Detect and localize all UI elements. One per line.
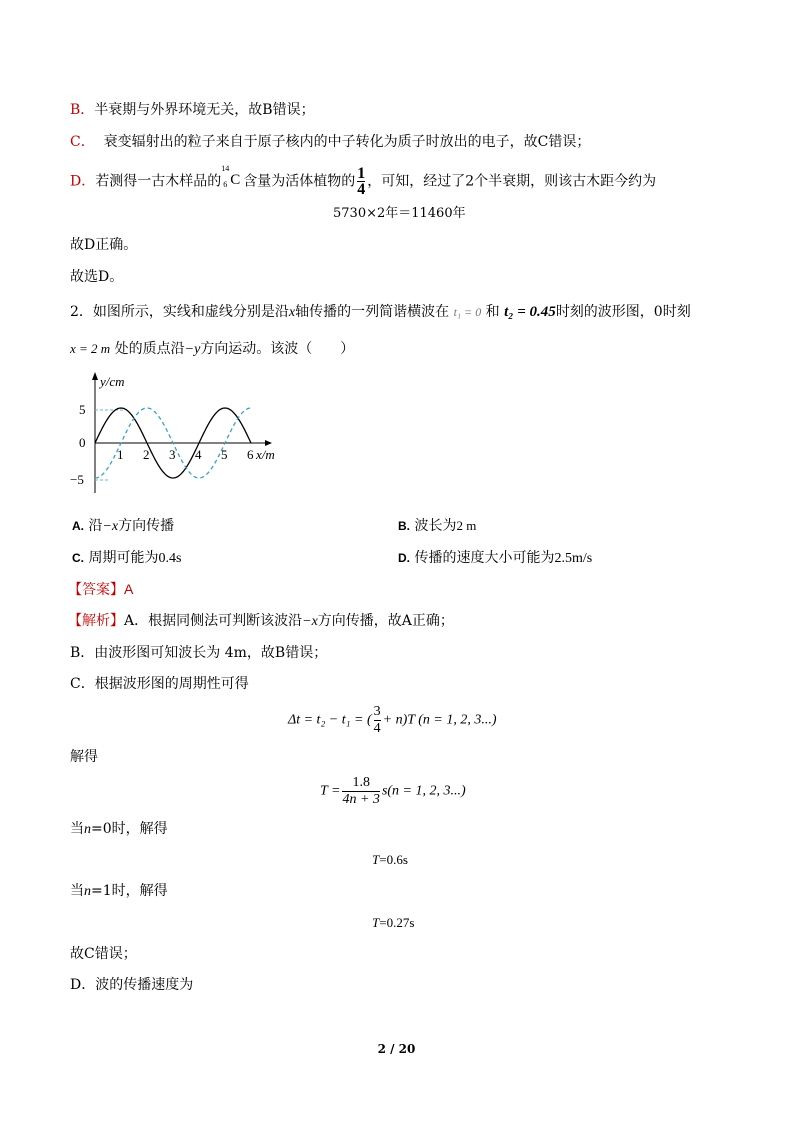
analysis-line-a	[68, 612, 454, 631]
x-tick-label: 2	[143, 447, 150, 462]
calculation-line: 5730×2年＝11460年	[333, 206, 466, 221]
text-segment: A．根据同侧法可判断该波沿	[124, 613, 303, 629]
fraction-denominator: 4	[357, 181, 366, 198]
answer-label: 【答案】	[68, 582, 124, 598]
fraction-denominator: 4n + 3	[342, 792, 380, 807]
x-tick-labels	[117, 447, 254, 462]
x-tick-label: 5	[221, 447, 228, 462]
time-t2: t₂ = 0.45	[504, 304, 556, 320]
direction-expression: −y	[184, 342, 201, 357]
option-d-explanation	[70, 163, 657, 198]
option-text: 半衰期与外界环境无关，故B错误；	[94, 102, 315, 118]
option-prefix: B．	[70, 102, 95, 118]
option-text: 周期可能为	[88, 550, 159, 566]
text-segment: 方向运动。该波（ ）	[200, 341, 355, 357]
equation-delta-t	[288, 704, 497, 734]
option-letter: D.	[398, 551, 410, 565]
y-tick-5: 5	[79, 402, 86, 417]
isotope-notation	[221, 163, 243, 192]
case-n0	[70, 820, 168, 839]
isotope-symbol: C	[230, 171, 241, 188]
variable-n: n	[84, 884, 91, 899]
text-segment: =1时，解得	[91, 883, 168, 899]
answer-value: A	[124, 581, 134, 597]
fraction	[357, 166, 365, 197]
option-letter: C.	[72, 551, 84, 565]
result-value: =0.6s	[379, 852, 408, 867]
conclusion-line: 故D正确。	[70, 237, 138, 253]
y-axis-label: y/cm	[100, 374, 125, 389]
time-t1: t₁ = 0	[453, 305, 482, 319]
analysis-conclusion-c: 故C错误；	[70, 946, 137, 962]
option-value: 0.4s	[158, 551, 182, 566]
x-axis-arrow	[265, 440, 272, 446]
option-b-explanation	[70, 101, 315, 119]
variable-t: T	[372, 852, 380, 867]
x-tick-label: 3	[169, 447, 176, 462]
equation-period	[320, 775, 466, 807]
analysis-line-c: C．根据波形图的周期性可得	[70, 676, 249, 692]
option-text: 波长为	[414, 518, 457, 534]
isotope-z: 6	[223, 179, 228, 189]
fraction	[342, 775, 379, 808]
axis-variable: x	[288, 305, 296, 320]
position-expression: x = 2 m	[70, 341, 111, 356]
y-tick-0: 0	[79, 435, 86, 450]
x-tick-label: 4	[195, 447, 202, 462]
option-b[interactable]	[398, 517, 476, 535]
text-segment: =0时，解得	[91, 821, 168, 837]
analysis-line-b: B．由波形图可知波长为 4m，故B错误；	[70, 645, 328, 661]
x-axis-label: x/m	[256, 447, 275, 462]
option-text: 传播的速度大小可能为	[414, 550, 555, 566]
text-segment: 当	[70, 883, 84, 899]
fraction	[374, 704, 381, 737]
fraction-denominator: 4	[373, 721, 381, 736]
option-c[interactable]	[72, 549, 181, 568]
text-segment: 时刻的波形图，0时刻	[555, 304, 691, 320]
option-prefix: D．	[70, 173, 96, 190]
text-segment: ，可知，经过了2个半衰期，则该古木距今约为	[367, 173, 657, 190]
question-stem-line-1	[70, 303, 691, 322]
solve-label: 解得	[70, 749, 98, 765]
fraction-numerator: 3	[373, 704, 381, 719]
option-letter: A.	[72, 519, 84, 533]
equation-part: + n)T (n = 1, 2, 3...)	[382, 712, 497, 728]
y-axis-arrow	[92, 372, 98, 380]
variable-n: n	[84, 822, 91, 837]
fraction-numerator: 1	[357, 165, 366, 182]
equation-part: T =	[320, 783, 341, 799]
text-segment: 和	[485, 304, 500, 320]
question-stem-line-2	[70, 340, 354, 359]
option-text: 方向传播	[118, 518, 175, 534]
option-value: 2 m	[456, 518, 477, 533]
isotope-mass: 14	[221, 163, 230, 173]
page-number-text: 2 / 20	[377, 1042, 416, 1056]
text-segment: 含量为活体植物的	[243, 173, 356, 190]
option-prefix: C．	[70, 134, 95, 150]
direction-expression: −x	[302, 614, 318, 629]
text-segment: 若测得一古木样品的	[95, 173, 222, 190]
y-tick-neg5: −5	[70, 472, 84, 487]
answer-line	[68, 580, 133, 599]
text-segment: 当	[70, 821, 84, 837]
analysis-label: 【解析】	[68, 613, 124, 629]
option-d[interactable]	[398, 549, 592, 568]
option-value: 2.5m/s	[554, 551, 593, 566]
option-text: 沿	[88, 518, 103, 534]
equation-part: Δt = t₂ − t₁ = (	[288, 712, 372, 728]
equation-part: s(n = 1, 2, 3...)	[381, 783, 466, 799]
text-segment: 处的质点沿	[114, 341, 185, 357]
result-value: =0.27s	[379, 915, 415, 930]
x-tick-label: 6	[247, 447, 254, 462]
conclusion-line: 故选D。	[70, 269, 124, 285]
option-text: 衰变辐射出的粒子来自于原子核内的中子转化为质子时放出的电子，故C错误；	[103, 134, 591, 150]
analysis-line-d: D．波的传播速度为	[70, 977, 194, 993]
option-c-explanation	[70, 133, 590, 151]
option-letter: B.	[398, 519, 410, 533]
waveform-graph	[60, 368, 280, 498]
text-segment: 轴传播的一列简谐横波在	[295, 304, 450, 320]
x-tick-label: 1	[117, 447, 124, 462]
variable-t: T	[372, 915, 380, 930]
option-a[interactable]	[72, 517, 174, 536]
text-segment: 2．如图所示，实线和虚线分别是沿	[70, 304, 289, 320]
page-number	[0, 1040, 793, 1058]
case-n1	[70, 882, 168, 901]
fraction-numerator: 1.8	[352, 775, 370, 790]
text-segment: 方向传播，故A正确；	[317, 613, 454, 629]
result-n1	[372, 914, 414, 932]
result-n0	[372, 851, 408, 869]
option-value: −x	[102, 519, 119, 534]
